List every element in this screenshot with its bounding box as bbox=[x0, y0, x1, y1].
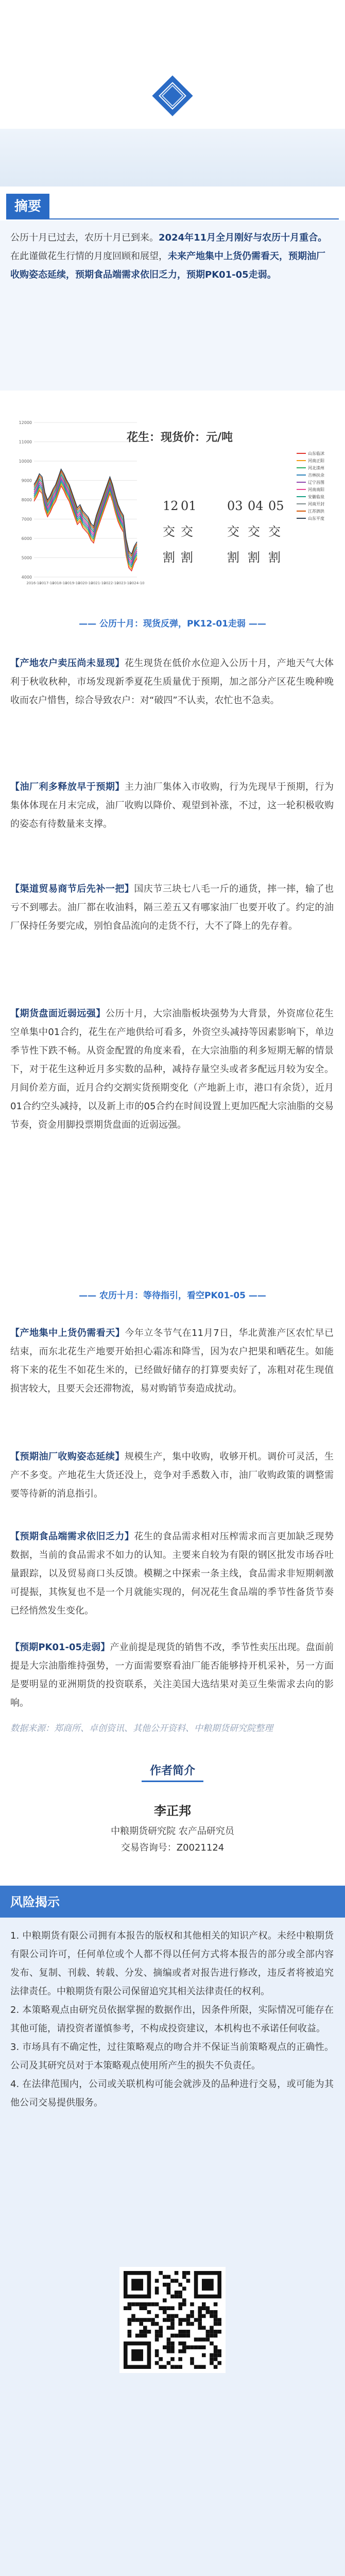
y-tick-label: 7000 bbox=[21, 517, 32, 522]
abstract-text-c: 在此谨做花生行情的月度回顾和展望， bbox=[10, 251, 168, 262]
qr-module bbox=[186, 2322, 191, 2326]
qr-module bbox=[155, 2286, 159, 2291]
paragraph-6-text: 规模生产，集中收购，收够开机。调价可灵活，生产不多变。产地花生大货还没上，竞争对手悉数入市，油厂收购政策的调整需要等待新的消息指引。 bbox=[10, 1451, 334, 1499]
qr-module bbox=[210, 2334, 214, 2338]
qr-module bbox=[182, 2286, 186, 2291]
y-tick-label: 8000 bbox=[21, 498, 32, 502]
qr-module bbox=[198, 2365, 202, 2369]
risk-item: 3. 市场具有不确定性，过往策略观点的吻合并不保证当前策略观点的正确性。公司及其研究员对于本策略观点使用所产生的损失不负责任。 bbox=[10, 2042, 334, 2071]
qr-module bbox=[210, 2353, 214, 2358]
qr-module bbox=[135, 2318, 140, 2322]
y-tick-label: 10000 bbox=[19, 459, 32, 464]
chart-annotation: 交 bbox=[227, 524, 239, 539]
qr-module bbox=[206, 2310, 210, 2314]
chart-annotation: 交 bbox=[181, 524, 193, 539]
chart-annotation: 03 bbox=[227, 499, 243, 513]
qr-module bbox=[163, 2310, 167, 2314]
qr-module bbox=[190, 2357, 194, 2361]
qr-module bbox=[170, 2345, 175, 2349]
paragraph-2 bbox=[10, 778, 334, 834]
qr-module bbox=[175, 2271, 179, 2275]
qr-module bbox=[214, 2314, 218, 2318]
qr-module bbox=[147, 2302, 151, 2307]
qr-module bbox=[182, 2334, 186, 2338]
qr-module bbox=[175, 2279, 179, 2283]
qr-module bbox=[198, 2310, 202, 2314]
qr-module bbox=[217, 2349, 221, 2353]
qr-module bbox=[214, 2334, 218, 2338]
qr-module bbox=[163, 2275, 167, 2279]
qr-module bbox=[151, 2302, 155, 2307]
risk-item: 2. 本策略观点由研究员依据掌握的数据作出，因条件所限，实际情况可能存在其他可能，请投资者谨慎参考，不构成投资建议，本机构也不承诺任何收益。 bbox=[10, 2005, 334, 2034]
qr-module bbox=[178, 2330, 182, 2334]
qr-module bbox=[167, 2306, 171, 2310]
paragraph-2-tag: 【油厂利多释放早于预期】 bbox=[10, 782, 125, 792]
qr-module bbox=[135, 2302, 140, 2307]
abstract-text-a: 公历十月已过去，农历十月已到来。 bbox=[10, 232, 159, 243]
abstract-tag: 摘要 bbox=[6, 194, 49, 219]
qr-module bbox=[186, 2318, 191, 2322]
author-title-underline bbox=[142, 1781, 203, 1782]
abstract-text-d: 未来产地集中上货仍需看天，预期油厂收购姿态延续，预期食品端需求依旧乏力，预期PK01-05走弱。 bbox=[10, 251, 325, 280]
qr-module bbox=[210, 2314, 214, 2318]
qr-module bbox=[147, 2310, 151, 2314]
qr-module bbox=[182, 2342, 186, 2346]
qr-module bbox=[155, 2302, 159, 2307]
qr-module bbox=[178, 2357, 182, 2361]
qr-module bbox=[128, 2322, 132, 2326]
qr-module bbox=[143, 2326, 147, 2330]
chart-annotation: 05 bbox=[268, 499, 284, 513]
paragraph-7-text: 花生的食品需求相对压榨需求而言更加缺乏现势数据，当前的食品需求不如力的认知。主要来自较为有限的钢区批发市场吞吐量跟踪，以及贸易商口头反馈。模糊之中探索一条主线，食品需求非短期刺激可提振，其恢复也不是一个月就能实现的，何况花生食品端的季节性备货节奏已经悄然发生变化。 bbox=[10, 1531, 334, 1616]
chart-annotation: 12 bbox=[163, 499, 179, 513]
chart-annotation: 交 bbox=[268, 524, 281, 539]
paragraph-8-text: 产业前提是现货的销售不改，季节性卖压出现。盘面前提是大宗油脂维持强势，一方面需要察看油厂能否能够持开机采补，另一方面是要明显的亚洲期货的投资联系，关注美国大选结果对美豆生柴需求去向的影响。 bbox=[10, 1642, 334, 1708]
qr-module bbox=[194, 2365, 198, 2369]
qr-module bbox=[198, 2345, 202, 2349]
qr-module bbox=[139, 2302, 143, 2307]
qr-module bbox=[139, 2318, 143, 2322]
qr-module bbox=[178, 2322, 182, 2326]
x-tick-label: 2017-10 bbox=[39, 581, 55, 585]
paragraph-5-tag: 【产地集中上货仍需看天】 bbox=[10, 1328, 125, 1338]
qr-module bbox=[178, 2342, 182, 2346]
qr-module bbox=[182, 2302, 186, 2307]
qr-module bbox=[170, 2322, 175, 2326]
qr-module bbox=[175, 2295, 179, 2299]
qr-module bbox=[170, 2314, 175, 2318]
paragraph-6-tag: 【预期油厂收购姿态延续】 bbox=[10, 1451, 125, 1462]
qr-module bbox=[178, 2365, 182, 2369]
qr-module bbox=[202, 2302, 206, 2307]
qr-module bbox=[210, 2310, 214, 2314]
qr-module bbox=[170, 2357, 175, 2361]
qr-module bbox=[170, 2318, 175, 2322]
chart-annotation: 交 bbox=[248, 524, 260, 539]
qr-module bbox=[186, 2330, 191, 2334]
qr-module bbox=[128, 2330, 132, 2334]
qr-module bbox=[206, 2337, 210, 2342]
y-tick-label: 9000 bbox=[21, 478, 32, 483]
qr-module bbox=[170, 2349, 175, 2353]
risk-text bbox=[10, 1927, 334, 2112]
qr-module bbox=[214, 2302, 218, 2307]
qr-module bbox=[159, 2357, 163, 2361]
qr-module bbox=[131, 2302, 135, 2307]
qr-code-icon[interactable] bbox=[119, 2267, 226, 2373]
x-tick-label: 2021-10 bbox=[91, 581, 106, 585]
qr-module bbox=[159, 2330, 163, 2334]
qr-module bbox=[167, 2337, 171, 2342]
qr-module bbox=[202, 2365, 206, 2369]
qr-module bbox=[155, 2353, 159, 2358]
legend-label: 河南南阳 bbox=[308, 487, 324, 492]
qr-module bbox=[170, 2365, 175, 2369]
qr-module bbox=[170, 2295, 175, 2299]
qr-module bbox=[159, 2334, 163, 2338]
qr-module bbox=[167, 2275, 171, 2279]
qr-module bbox=[214, 2357, 218, 2361]
qr-module bbox=[163, 2318, 167, 2322]
qr-module bbox=[155, 2330, 159, 2334]
qr-module bbox=[210, 2330, 214, 2334]
risk-item: 1. 中粮期货有限公司拥有本报告的版权和其他相关的知识产权。未经中粮期货有限公司许可，任何单位或个人都不得以任何方式将本报告的部分或全部内容发布、复制、刊载、转载、分发、摘编或者对报告进行修改，违反者将被追究法律责任。中粮期货有限公司保留追究其相关法律责任的权利。 bbox=[10, 1930, 334, 1997]
x-tick-label: 2023-10 bbox=[116, 581, 132, 585]
paragraph-4 bbox=[10, 1005, 334, 1134]
qr-module bbox=[175, 2334, 179, 2338]
qr-module bbox=[159, 2306, 163, 2310]
section-heading-2: —— 农历十月：等待指引，看空PK01-05 —— bbox=[79, 1291, 266, 1301]
qr-module bbox=[163, 2306, 167, 2310]
qr-module bbox=[167, 2345, 171, 2349]
risk-title: 风险揭示 bbox=[10, 1895, 60, 1909]
qr-module bbox=[214, 2365, 218, 2369]
qr-module bbox=[167, 2326, 171, 2330]
x-tick-label: 2020-10 bbox=[78, 581, 93, 585]
qr-module bbox=[170, 2279, 175, 2283]
qr-module bbox=[147, 2318, 151, 2322]
chart-title: 花生：现货价：元/吨 bbox=[127, 431, 233, 444]
qr-module bbox=[163, 2298, 167, 2302]
qr-module bbox=[182, 2345, 186, 2349]
legend-label: 河南开封 bbox=[308, 502, 324, 506]
qr-module bbox=[143, 2302, 147, 2307]
qr-module bbox=[186, 2314, 191, 2318]
qr-module bbox=[139, 2322, 143, 2326]
qr-module bbox=[214, 2318, 218, 2322]
qr-module bbox=[155, 2279, 159, 2283]
qr-module bbox=[178, 2306, 182, 2310]
qr-module bbox=[198, 2326, 202, 2330]
qr-module bbox=[147, 2330, 151, 2334]
x-tick-label: 2018-10 bbox=[52, 581, 67, 585]
chart-annotation: 割 bbox=[181, 550, 193, 565]
qr-module bbox=[170, 2342, 175, 2346]
qr-module bbox=[190, 2302, 194, 2307]
qr-module bbox=[167, 2314, 171, 2318]
qr-module bbox=[167, 2286, 171, 2291]
qr-module bbox=[155, 2291, 159, 2295]
qr-module bbox=[151, 2318, 155, 2322]
qr-module bbox=[182, 2298, 186, 2302]
qr-module bbox=[182, 2275, 186, 2279]
author-license: 交易咨询号：Z0021124 bbox=[120, 1842, 225, 1853]
qr-module bbox=[214, 2330, 218, 2334]
qr-module bbox=[167, 2361, 171, 2365]
qr-module bbox=[178, 2318, 182, 2322]
qr-module bbox=[182, 2271, 186, 2275]
chart-annotation: 割 bbox=[227, 550, 239, 565]
abstract-text bbox=[10, 229, 334, 284]
qr-module bbox=[139, 2306, 143, 2310]
qr-module bbox=[206, 2330, 210, 2334]
qr-module bbox=[198, 2306, 202, 2310]
qr-module bbox=[202, 2353, 206, 2358]
paragraph-1-tag: 【产地农户卖压尚未显现】 bbox=[10, 658, 125, 669]
y-tick-label: 5000 bbox=[21, 555, 32, 561]
qr-module bbox=[217, 2330, 221, 2334]
chart-annotation: 01 bbox=[181, 499, 197, 513]
qr-module bbox=[139, 2334, 143, 2338]
qr-module bbox=[175, 2314, 179, 2318]
y-tick-label: 12000 bbox=[19, 420, 32, 425]
qr-module bbox=[202, 2337, 206, 2342]
paragraph-3-tag: 【渠道贸易商节后先补一把】 bbox=[10, 884, 134, 894]
qr-module bbox=[217, 2361, 221, 2365]
legend-label: 山东平度 bbox=[308, 516, 324, 521]
data-source: 数据来源：郑商所、卓创资讯、其他公开资料、中粮期货研究院整理 bbox=[10, 1723, 273, 1734]
qr-module bbox=[202, 2314, 206, 2318]
qr-module bbox=[194, 2337, 198, 2342]
legend-label: 河南正阳 bbox=[308, 459, 324, 463]
qr-finder bbox=[131, 2279, 143, 2291]
qr-module bbox=[143, 2318, 147, 2322]
brand-logo-icon bbox=[149, 72, 196, 120]
qr-module bbox=[190, 2310, 194, 2314]
qr-module bbox=[170, 2326, 175, 2330]
qr-module bbox=[210, 2342, 214, 2346]
qr-module bbox=[159, 2365, 163, 2369]
qr-module bbox=[178, 2283, 182, 2287]
x-tick-label: 2019-10 bbox=[65, 581, 80, 585]
legend-label: 吉林扶余 bbox=[308, 473, 324, 478]
qr-module bbox=[167, 2283, 171, 2287]
qr-module bbox=[167, 2318, 171, 2322]
qr-module bbox=[131, 2314, 135, 2318]
x-tick-label: 2022-10 bbox=[104, 581, 119, 585]
y-tick-label: 4000 bbox=[21, 575, 32, 580]
qr-module bbox=[210, 2361, 214, 2365]
qr-finder bbox=[131, 2349, 143, 2361]
qr-module bbox=[175, 2291, 179, 2295]
qr-module bbox=[170, 2334, 175, 2338]
qr-module bbox=[186, 2345, 191, 2349]
qr-module bbox=[143, 2334, 147, 2338]
qr-module bbox=[143, 2306, 147, 2310]
qr-module bbox=[182, 2349, 186, 2353]
qr-module bbox=[155, 2337, 159, 2342]
qr-module bbox=[128, 2302, 132, 2307]
x-tick-label: 2016-10 bbox=[26, 581, 42, 585]
price-chart bbox=[8, 412, 338, 603]
qr-module bbox=[139, 2330, 143, 2334]
qr-module bbox=[159, 2326, 163, 2330]
legend-label: 辽宁昌图 bbox=[308, 480, 324, 485]
qr-module bbox=[202, 2306, 206, 2310]
paragraph-6 bbox=[10, 1448, 334, 1503]
qr-module bbox=[163, 2345, 167, 2349]
qr-module bbox=[206, 2306, 210, 2310]
qr-module bbox=[214, 2349, 218, 2353]
qr-module bbox=[178, 2291, 182, 2295]
qr-module bbox=[198, 2318, 202, 2322]
author-position: 中粮期货研究院 农产品研究员 bbox=[111, 1826, 234, 1837]
y-tick-label: 11000 bbox=[19, 439, 32, 445]
qr-module bbox=[143, 2330, 147, 2334]
chart-caption: —— 公历十月：现货反弹，PK12-01走弱 —— bbox=[79, 619, 266, 629]
qr-module bbox=[135, 2334, 140, 2338]
chart-annotation: 割 bbox=[268, 550, 281, 565]
qr-module bbox=[124, 2306, 128, 2310]
qr-module bbox=[175, 2365, 179, 2369]
abstract-text-b: 2024年11月全月刚好与农历十月重合。 bbox=[159, 232, 327, 243]
qr-module bbox=[190, 2322, 194, 2326]
author-title: 作者简介 bbox=[149, 1765, 195, 1777]
abstract-divider bbox=[6, 218, 339, 219]
qr-module bbox=[214, 2310, 218, 2314]
qr-module bbox=[155, 2322, 159, 2326]
qr-module bbox=[151, 2322, 155, 2326]
paragraph-1-text: 花生现货在低价水位迎入公历十月，产地天气大体利于秋收秋种，市场发现新季夏花生质量优于预期，加之部分产区花生晚种晚收而农户惜售，综合导致农户：对“破四”不认卖，农忙也不急卖。 bbox=[10, 658, 334, 706]
paragraph-4-text: 公历十月，大宗油脂板块强势为大背景，外资席位花生空单集中01合约，花生在产地供给可看多，外资空头减持等因素影响下，单边季节性下跌不畅。从资金配置的角度来看，在大宗油脂的利多短期无解的情景下，对于花生这种近月多实数的品种，减持存量空头或者多配远月较为安全。月间价差方面，近月合约交割实货预期变化（产地新上市，港口有余货），近月01合约空头减持，以及新上市的05合约在时间设置上更加匹配大宗油脂的交易节奏，资金用脚投票期货盘面的近弱远强。 bbox=[10, 1008, 334, 1130]
qr-module bbox=[194, 2345, 198, 2349]
paragraph-3 bbox=[10, 880, 334, 936]
qr-module bbox=[206, 2334, 210, 2338]
risk-item: 4. 在法律范围内，公司或关联机构可能会就涉及的品种进行交易，或可能为其他公司交易提供服务。 bbox=[10, 2079, 334, 2108]
qr-module bbox=[131, 2318, 135, 2322]
qr-module bbox=[128, 2318, 132, 2322]
qr-module bbox=[178, 2334, 182, 2338]
qr-module bbox=[190, 2345, 194, 2349]
paragraph-4-tag: 【期货盘面近弱远强】 bbox=[10, 1008, 106, 1019]
paragraph-5-text: 今年立冬节气在11月7日，华北黄淮产区农忙早已结束，而东北花生产地要开始担心霜冻和降雪，因为农户把果和晒花生。如能将下来的花生不如花生米的，已经做好储存的打算要卖好了，冻粗对花生现值损害较大，且要天会还滞物流，易对购销节奏造成扰动。 bbox=[10, 1328, 334, 1394]
qr-module bbox=[202, 2345, 206, 2349]
paragraph-7 bbox=[10, 1528, 334, 1620]
qr-module bbox=[202, 2326, 206, 2330]
legend-label: 安徽临泉 bbox=[308, 495, 324, 499]
qr-module bbox=[182, 2318, 186, 2322]
chart-annotation: 04 bbox=[248, 499, 264, 513]
qr-module bbox=[163, 2283, 167, 2287]
qr-module bbox=[167, 2342, 171, 2346]
qr-module bbox=[214, 2322, 218, 2326]
paragraph-3-text: 国庆节三块七八毛一斤的通货，摔一摔，输了也亏不到哪去。油厂都在收油料，隔三差五又有哪家油厂也要开收了。约定的油厂保持任务要完成，别怕食品流向的走货不行，大不了降上的先存着。 bbox=[10, 884, 334, 931]
qr-module bbox=[182, 2330, 186, 2334]
qr-module bbox=[155, 2334, 159, 2338]
qr-module bbox=[198, 2314, 202, 2318]
qr-module bbox=[128, 2306, 132, 2310]
qr-module bbox=[217, 2322, 221, 2326]
chart-annotation: 交 bbox=[163, 524, 175, 539]
qr-module bbox=[155, 2314, 159, 2318]
qr-module bbox=[128, 2334, 132, 2338]
chart-annotation: 割 bbox=[163, 550, 175, 565]
chart-annotation: 割 bbox=[248, 550, 260, 565]
qr-module bbox=[210, 2357, 214, 2361]
qr-module bbox=[155, 2349, 159, 2353]
paragraph-5 bbox=[10, 1324, 334, 1398]
legend-label: 山东临沭 bbox=[308, 451, 324, 456]
qr-module bbox=[186, 2334, 191, 2338]
qr-module bbox=[210, 2326, 214, 2330]
paragraph-7-tag: 【预期食品端需求依旧乏力】 bbox=[10, 1531, 134, 1542]
legend-label: 江苏泗洪 bbox=[308, 509, 324, 514]
author-name: 李正邦 bbox=[154, 1804, 191, 1818]
qr-module bbox=[186, 2279, 191, 2283]
y-tick-label: 6000 bbox=[21, 536, 32, 541]
qr-module bbox=[190, 2314, 194, 2318]
qr-module bbox=[217, 2353, 221, 2358]
qr-module bbox=[217, 2318, 221, 2322]
qr-module bbox=[214, 2353, 218, 2358]
qr-module bbox=[170, 2306, 175, 2310]
qr-module bbox=[198, 2322, 202, 2326]
qr-finder bbox=[202, 2279, 214, 2291]
header-band bbox=[0, 129, 345, 187]
qr-module bbox=[186, 2271, 191, 2275]
qr-module bbox=[167, 2291, 171, 2295]
qr-module bbox=[190, 2361, 194, 2365]
qr-module bbox=[214, 2345, 218, 2349]
qr-module bbox=[163, 2365, 167, 2369]
qr-module bbox=[178, 2295, 182, 2299]
paragraph-8-tag: 【预期PK01-05走弱】 bbox=[10, 1642, 110, 1653]
qr-module bbox=[178, 2349, 182, 2353]
qr-module bbox=[198, 2337, 202, 2342]
qr-module bbox=[178, 2302, 182, 2307]
qr-module bbox=[167, 2349, 171, 2353]
paragraph-1 bbox=[10, 654, 334, 710]
qr-module bbox=[155, 2361, 159, 2365]
paragraph-8 bbox=[10, 1638, 334, 1713]
legend-label: 河北滦州 bbox=[308, 466, 324, 470]
qr-module bbox=[194, 2318, 198, 2322]
qr-module bbox=[159, 2271, 163, 2275]
x-tick-label: 2024-10 bbox=[129, 581, 145, 585]
paragraph-2-text: 主力油厂集体入市收购，行为先现早于预期，行为集体体现在月末完成，油厂收购以降价、观望到补涨，不过，这一轮积极收购的姿态有待数量来支撑。 bbox=[10, 782, 334, 829]
